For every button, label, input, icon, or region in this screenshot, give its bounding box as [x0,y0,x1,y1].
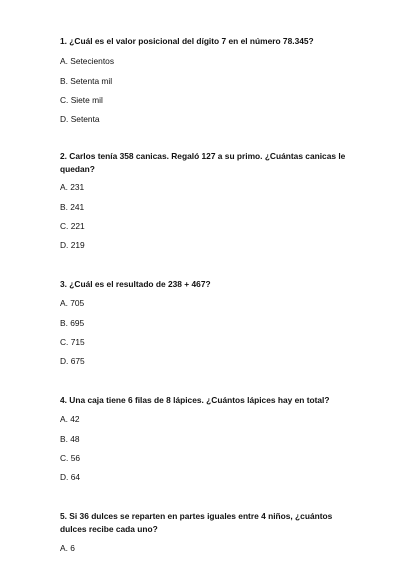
question-4-option-d: D. 64 [60,472,81,482]
question-2-text: 2. Carlos tenía 358 canicas. Regaló 127 a su primo. ¿Cuántas canicas le quedan? [60,151,346,174]
question-5 [60,510,360,560]
question-4 [60,394,360,489]
question-2-option-c: C. 221 [60,221,85,231]
question-3-option-d: D. 675 [60,356,85,366]
question-2-option-d: D. 219 [60,240,85,250]
question-3-option-a: A. 705 [60,298,85,308]
question-3 [60,278,360,373]
question-1-text: 1. ¿Cuál es el valor posicional del dígito 7 en el número 78.345? [60,36,314,46]
question-1-option-c: C. Siete mil [60,95,103,105]
question-1-option-a: A. Setecientos [60,56,115,66]
question-3-option-c: C. 715 [60,337,85,347]
question-2-option-b: B. 241 [60,202,85,212]
question-4-option-b: B. 48 [60,434,80,444]
question-4-option-c: C. 56 [60,453,81,463]
question-5-option-a: A. 6 [60,543,75,553]
question-2 [60,150,360,255]
question-4-text: 4. Una caja tiene 6 filas de 8 lápices. ¿Cuántos lápices hay en total? [60,395,330,405]
question-1-option-b: B. Setenta mil [60,76,113,86]
question-4-option-a: A. 42 [60,414,80,424]
question-3-text: 3. ¿Cuál es el resultado de 238 + 467? [60,279,211,289]
question-1 [60,35,360,135]
question-5-text: 5. Si 36 dulces se reparten en partes iguales entre 4 niños, ¿cuántos dulces recibe cada uno? [60,511,333,534]
question-3-option-b: B. 695 [60,318,85,328]
question-2-option-a: A. 231 [60,182,85,192]
question-1-option-d: D. Setenta [60,114,100,124]
